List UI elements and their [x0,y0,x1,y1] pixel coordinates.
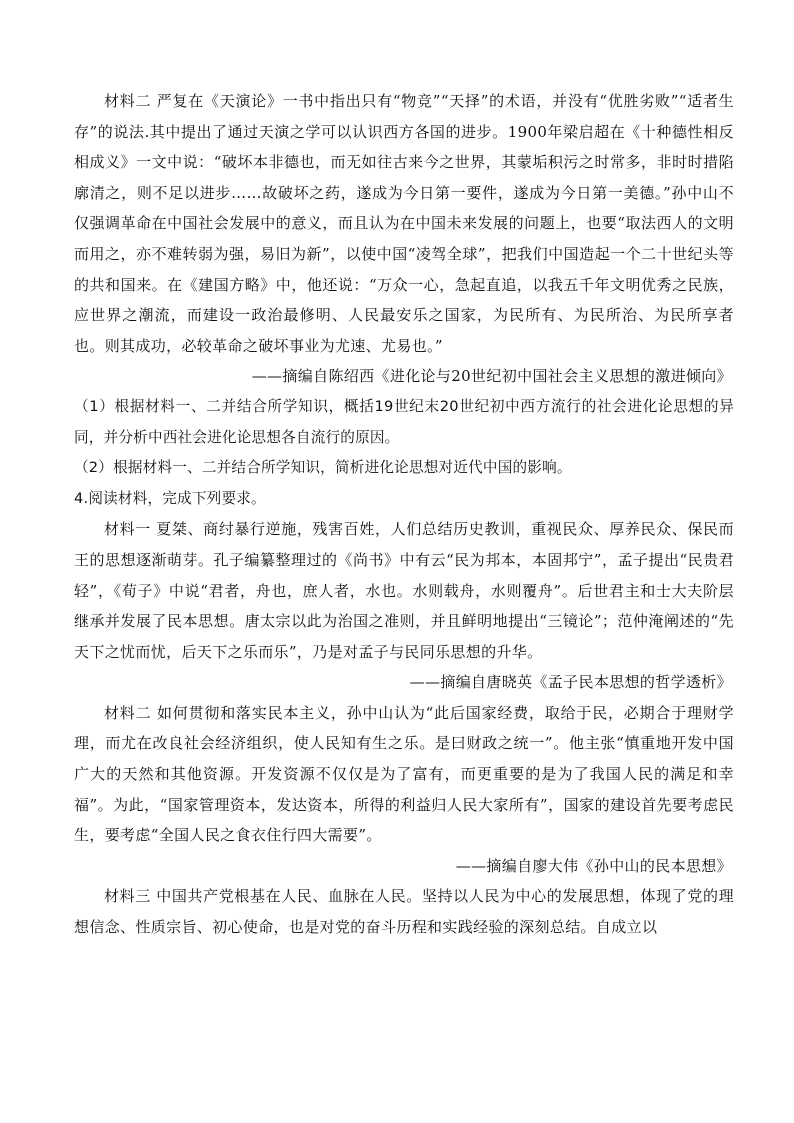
source-citation: ——摘编自陈绍西《进化论与20世纪初中国社会主义思想的激进倾向》 [251,367,732,386]
material-paragraph: 材料二 严复在《天演论》一书中指出只有“物竞”“天择”的术语，并没有“优胜劣败”“适者生存”的说法.其中提出了通过天演之学可以认识西方各国的进步。1900年梁启超在《十种德性相反相成义》一文中说：“破坏本非德也，而无如往古来今之世界，其蒙垢积污之时常多，非时时措陷廓清之，则不足以进步……故破坏之药，遂成为今日第一要件，遂成为今日第一美德。”孙中山不仅强调革命在中国社会发展中的意义，而且认为在中国未来发展的问题上，也要“取法西人的文明而用之，亦不难转弱为强，易旧为新”，以使中国“凌驾全球”，把我们中国造起一个二十世纪头等的共和国来。在《建国方略》中，他还说：“万众一心，急起直追，以我五千年文明优秀之民族，应世界之潮流，而建设一政治最修明、人民最安乐之国家，为民所有、为民所治、为民所享者也。则其成功，必较革命之破坏事业为尤速、尤易也。” [74,92,734,355]
source-citation: ——摘编自廖大伟《孙中山的民本思想》 [455,856,732,875]
source-citation: ——摘编自唐晓英《孟子民本思想的哲学透析》 [409,673,732,692]
question-2: （2）根据材料一、二并结合所学知识，简析进化论思想对近代中国的影响。 [74,459,572,477]
material-paragraph: 材料一 夏桀、商纣暴行逆施，残害百姓，人们总结历史教训，重视民众、厚养民众、保民而王的思想逐渐萌芽。孔子编纂整理过的《尚书》中有云“民为邦本，本固邦宁”，孟子提出“民贵君轻”，《荀子》中说“君者，舟也，庶人者，水也。水则载舟，水则覆舟”。后世君主和士大夫阶层继承并发展了民本思想。唐太宗以此为治国之准则，并且鲜明地提出“三镜论”；范仲淹阐述的“先天下之忧而忧，后天下之乐而乐”，乃是对孟子与民同乐思想的升华。 [74,520,734,661]
question-4-heading: 4.阅读材料，完成下列要求。 [74,489,266,507]
material-paragraph: 材料二 如何贯彻和落实民本主义，孙中山认为“此后国家经费，取给于民，必期合于理财学理，而尤在改良社会经济组织，使人民知有生之乐。是曰财政之统一”。他主张“慎重地开发中国广大的天然和其他资源。开发资源不仅仅是为了富有，而更重要的是为了我国人民的满足和幸福”。为此，“国家管理资本，发达资本，所得的利益归人民大家所有”，国家的建设首先要考虑民生，要考虑“全国人民之食衣住行四大需要”。 [74,703,734,845]
question-1: （1）根据材料一、二并结合所学知识，概括19世纪末20世纪初中西方流行的社会进化论思想的异同，并分析中西社会进化论思想各自流行的原因。 [74,397,734,446]
material-paragraph: 材料三 中国共产党根基在人民、血脉在人民。坚持以人民为中心的发展思想，体现了党的理想信念、性质宗旨、初心使命，也是对党的奋斗历程和实践经验的深刻总结。自成立以 [74,887,734,937]
page-content [74,86,734,943]
